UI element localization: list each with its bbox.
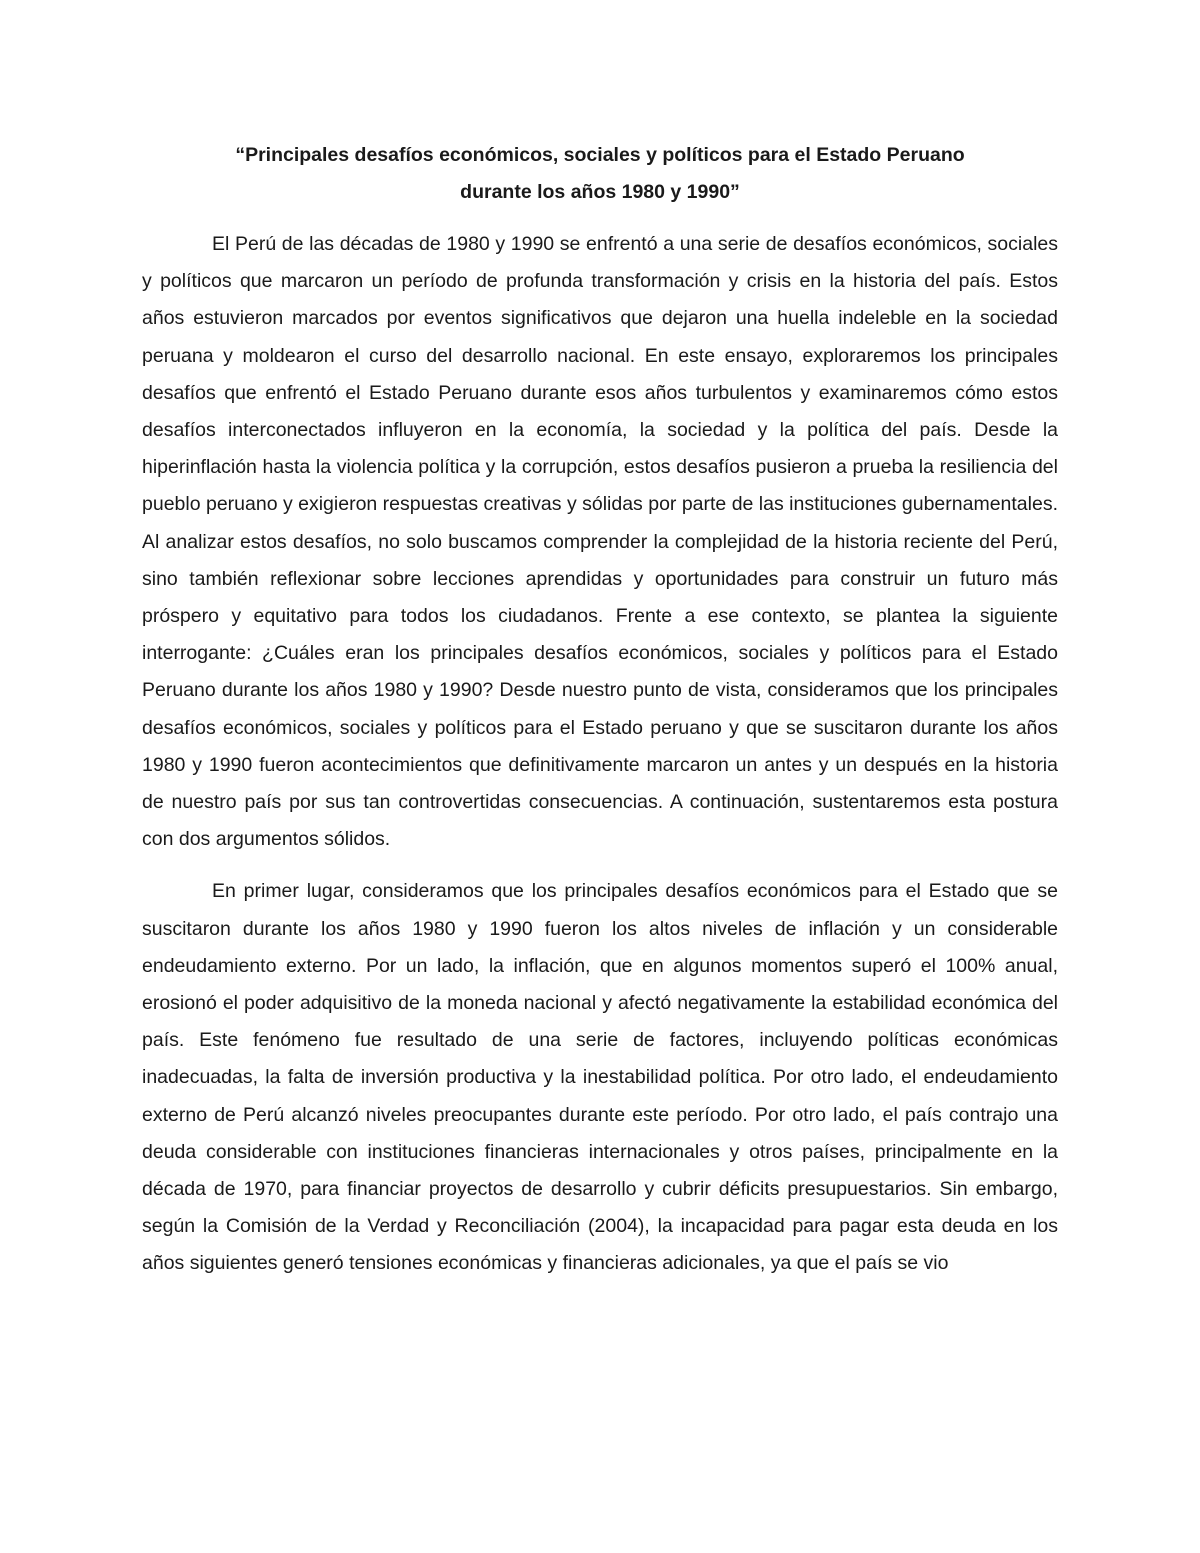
- title-line-2: durante los años 1980 y 1990”: [460, 181, 740, 203]
- document-title: [142, 137, 1058, 211]
- title-line-1: “Principales desafíos económicos, sociales y políticos para el Estado Peruano: [235, 144, 965, 166]
- paragraph-introduction: El Perú de las décadas de 1980 y 1990 se enfrentó a una serie de desafíos económicos, sociales y políticos que marcaron un período de profunda transformación y crisis en la historia del país. Estos años estuvieron marcados por eventos significativos que dejaron una huella indeleble en la sociedad peruana y moldearon el curso del desarrollo nacional. En este ensayo, exploraremos los principales desafíos que enfrentó el Estado Peruano durante esos años turbulentos y examinaremos cómo estos desafíos interconectados influyeron en la economía, la sociedad y la política del país. Desde la hiperinflación hasta la violencia política y la corrupción, estos desafíos pusieron a prueba la resiliencia del pueblo peruano y exigieron respuestas creativas y sólidas por parte de las instituciones gubernamentales. Al analizar estos desafíos, no solo buscamos comprender la complejidad de la historia reciente del Perú, sino también reflexionar sobre lecciones aprendidas y oportunidades para construir un futuro más próspero y equitativo para todos los ciudadanos. Frente a ese contexto, se plantea la siguiente interrogante: ¿Cuáles eran los principales desafíos económicos, sociales y políticos para el Estado Peruano durante los años 1980 y 1990? Desde nuestro punto de vista, consideramos que los principales desafíos económicos, sociales y políticos para el Estado peruano y que se suscitaron durante los años 1980 y 1990 fueron acontecimientos que definitivamente marcaron un antes y un después en la historia de nuestro país por sus tan controvertidas consecuencias. A continuación, sustentaremos esta postura con dos argumentos sólidos.: [142, 233, 1058, 851]
- document-body: [142, 226, 1058, 1283]
- paragraph-economic-challenges: En primer lugar, consideramos que los principales desafíos económicos para el Estado que se suscitaron durante los años 1980 y 1990 fueron los altos niveles de inflación y un considerable endeudamiento externo. Por un lado, la inflación, que en algunos momentos superó el 100% anual, erosionó el poder adquisitivo de la moneda nacional y afectó negativamente la estabilidad económica del país. Este fenómeno fue resultado de una serie de factores, incluyendo políticas económicas inadecuadas, la falta de inversión productiva y la inestabilidad política. Por otro lado, el endeudamiento externo de Perú alcanzó niveles preocupantes durante este período. Por otro lado, el país contrajo una deuda considerable con instituciones financieras internacionales y otros países, principalmente en la década de 1970, para financiar proyectos de desarrollo y cubrir déficits presupuestarios. Sin embargo, según la Comisión de la Verdad y Reconciliación (2004), la incapacidad para pagar esta deuda en los años siguientes generó tensiones económicas y financieras adicionales, ya que el país se vio: [142, 880, 1058, 1275]
